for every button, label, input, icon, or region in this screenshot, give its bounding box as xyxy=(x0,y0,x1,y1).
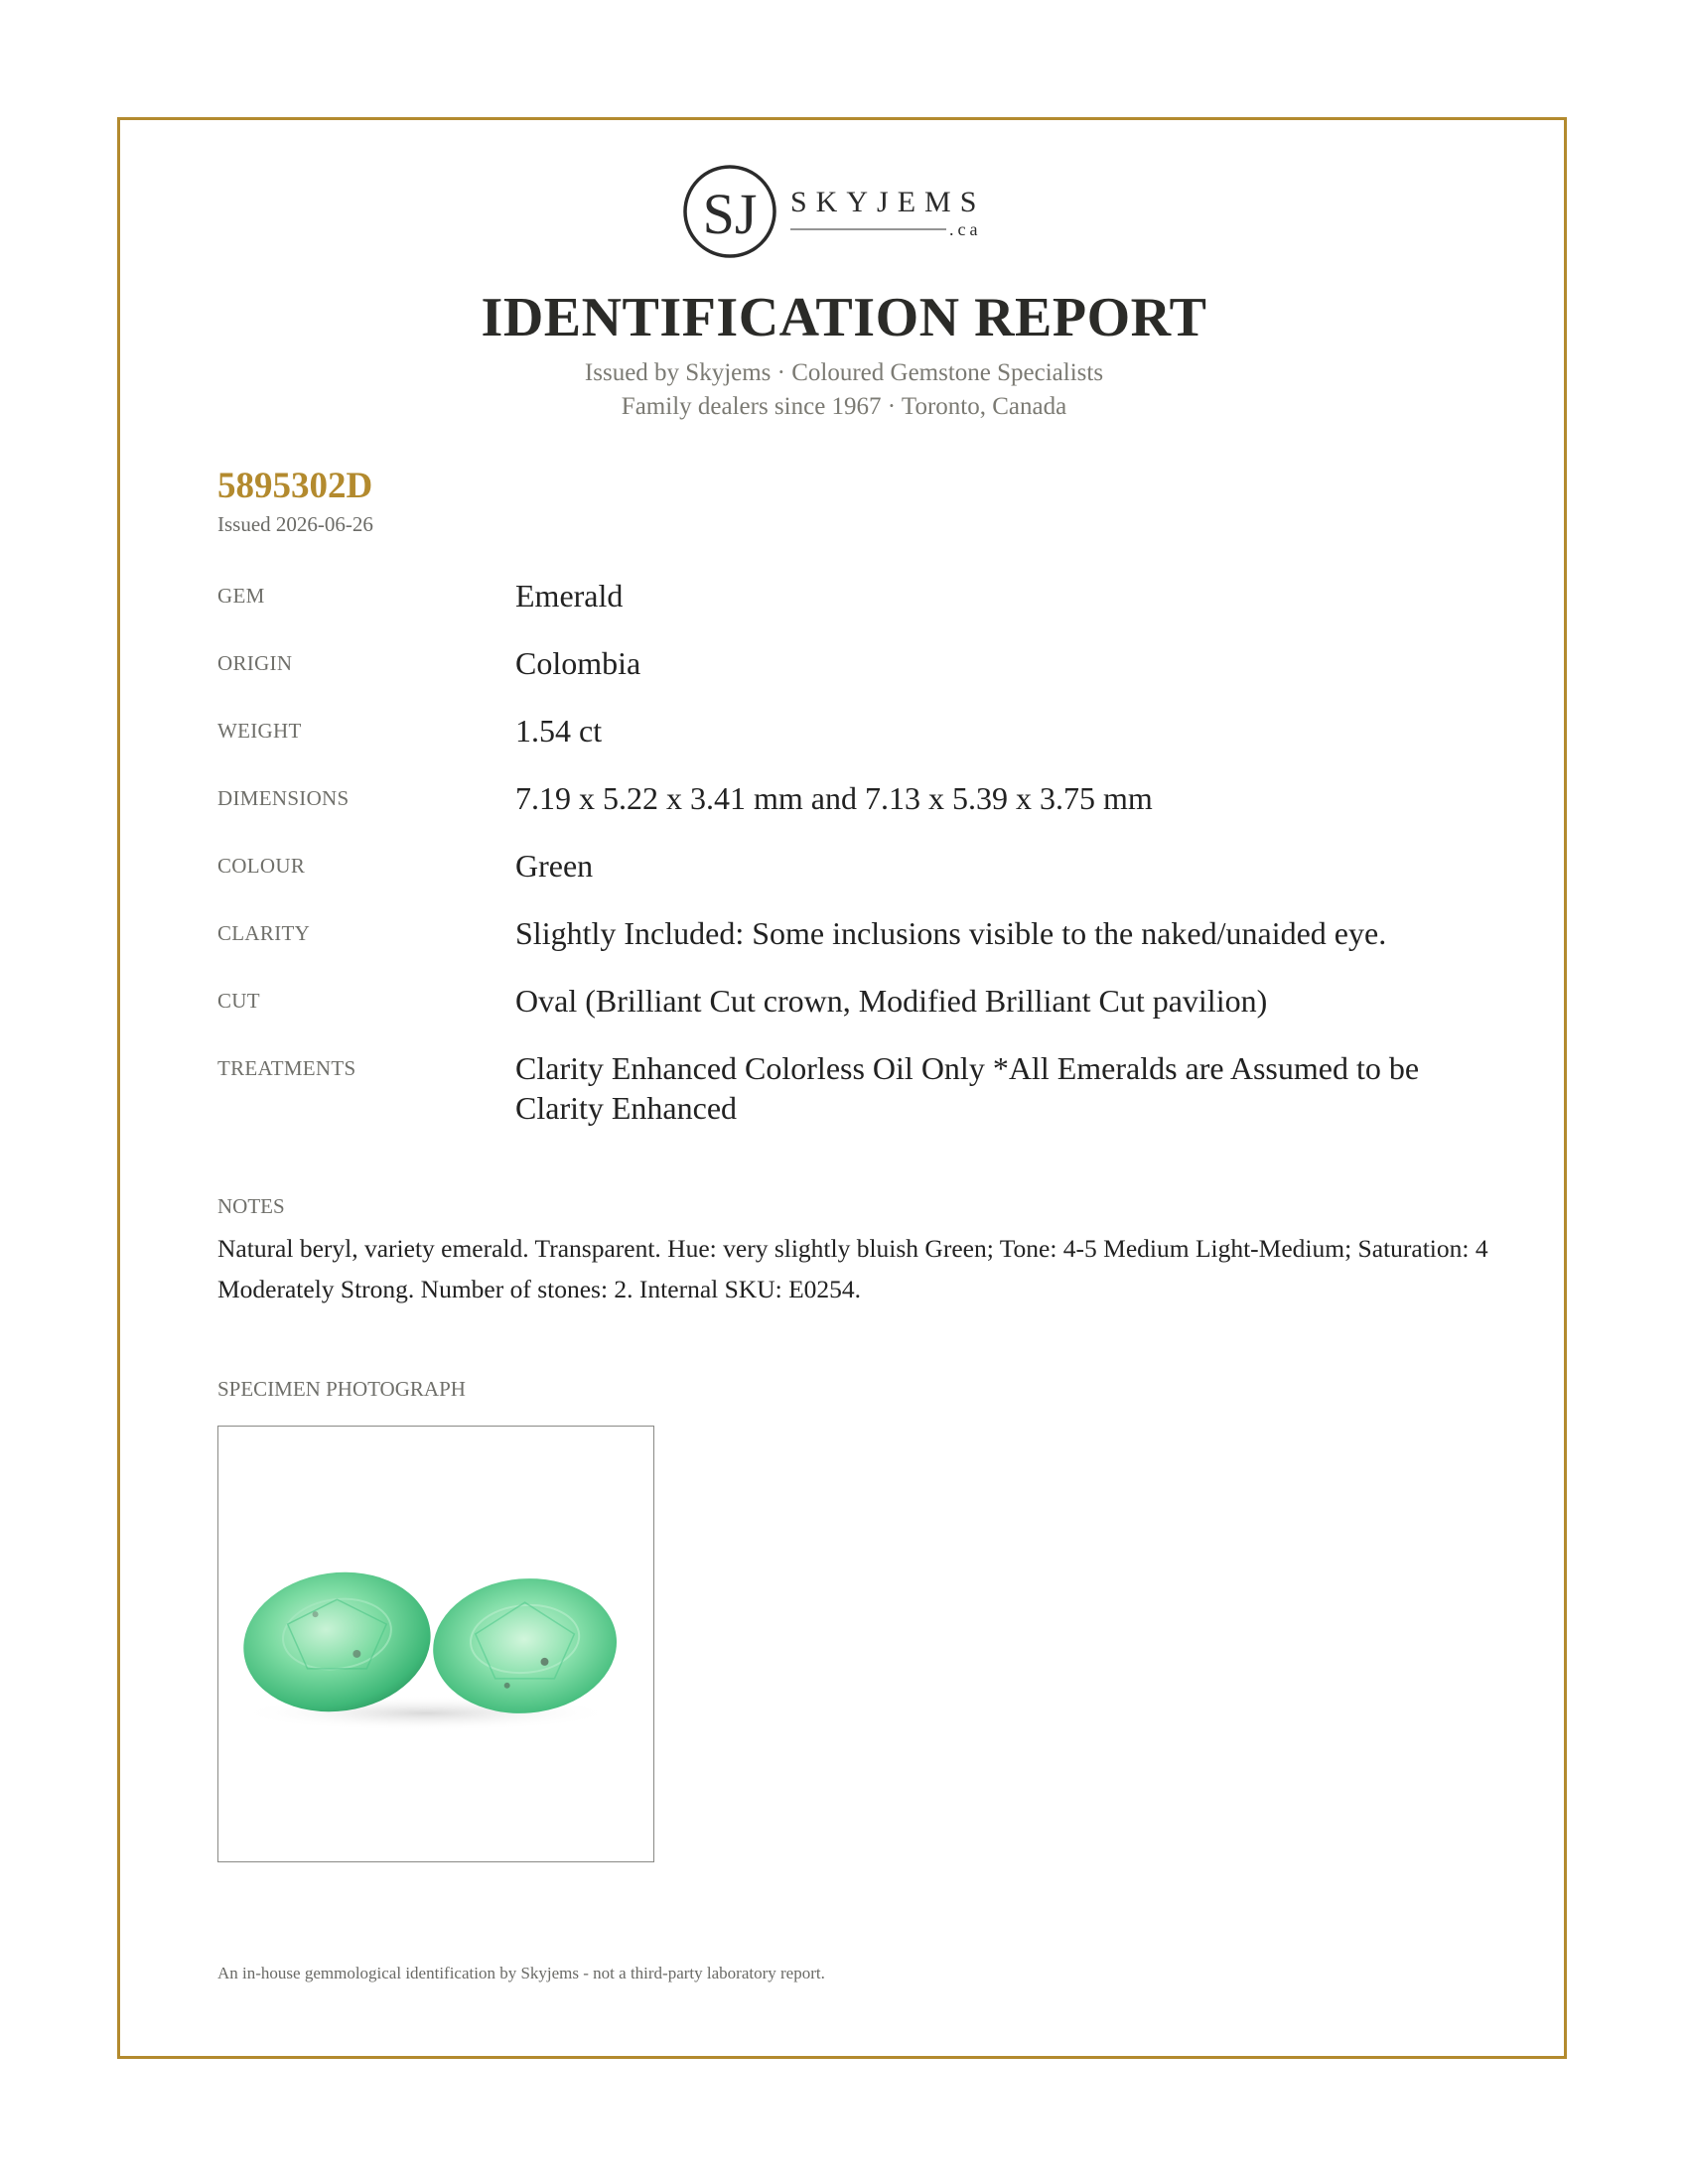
field-label: COLOUR xyxy=(217,854,306,878)
field-value: 7.19 x 5.22 x 3.41 mm and 7.13 x 5.39 x 3.75 mm xyxy=(515,780,1153,816)
field-value: Emerald xyxy=(515,578,624,614)
photo-label: SPECIMEN PHOTOGRAPH xyxy=(217,1377,466,1401)
field-value: Clarity Enhanced Colorless Oil Only *All Emeralds are Assumed to be Clarity Enhanced xyxy=(515,1050,1420,1126)
issue-date: Issued 2026-06-26 xyxy=(217,512,373,536)
skyjems-logo xyxy=(683,162,1011,261)
field-label: WEIGHT xyxy=(217,719,302,743)
field-label: DIMENSIONS xyxy=(217,786,350,810)
disclaimer: An in-house gemmological identification by Skyjems - not a third-party laboratory report. xyxy=(217,1964,825,1982)
field-label: CLARITY xyxy=(217,921,311,945)
logo-name: SKYJEMS xyxy=(790,186,986,218)
logo-monogram: SJ xyxy=(702,182,758,246)
field-value: Colombia xyxy=(515,645,641,681)
field-value: Slightly Included: Some inclusions visible to the naked/unaided eye. xyxy=(515,915,1387,951)
logo-suffix: .ca xyxy=(949,219,982,239)
field-value: 1.54 ct xyxy=(515,713,603,749)
report-number: 5895302D xyxy=(217,466,373,506)
field-value: Green xyxy=(515,848,594,884)
field-label: CUT xyxy=(217,989,260,1013)
field-label: ORIGIN xyxy=(217,651,293,675)
specimen-photo xyxy=(217,1426,654,1862)
field-value: Oval (Brilliant Cut crown, Modified Brilliant Cut pavilion) xyxy=(515,983,1268,1019)
field-label: GEM xyxy=(217,584,265,608)
issuer-line: Issued by Skyjems · Coloured Gemstone Specialists xyxy=(584,359,1104,386)
report-title: IDENTIFICATION REPORT xyxy=(481,287,1207,348)
location-line: Family dealers since 1967 · Toronto, Canada xyxy=(621,393,1067,420)
notes-text: Natural beryl, variety emerald. Transparent. Hue: very slightly bluish Green; Tone: 4-5 Medium Light-Medium; Saturation: 4 Moderately Strong. Number of stones: 2. Internal SKU: E0254. xyxy=(217,1234,1488,1303)
field-label: TREATMENTS xyxy=(217,1056,356,1080)
notes-label: NOTES xyxy=(217,1194,285,1218)
